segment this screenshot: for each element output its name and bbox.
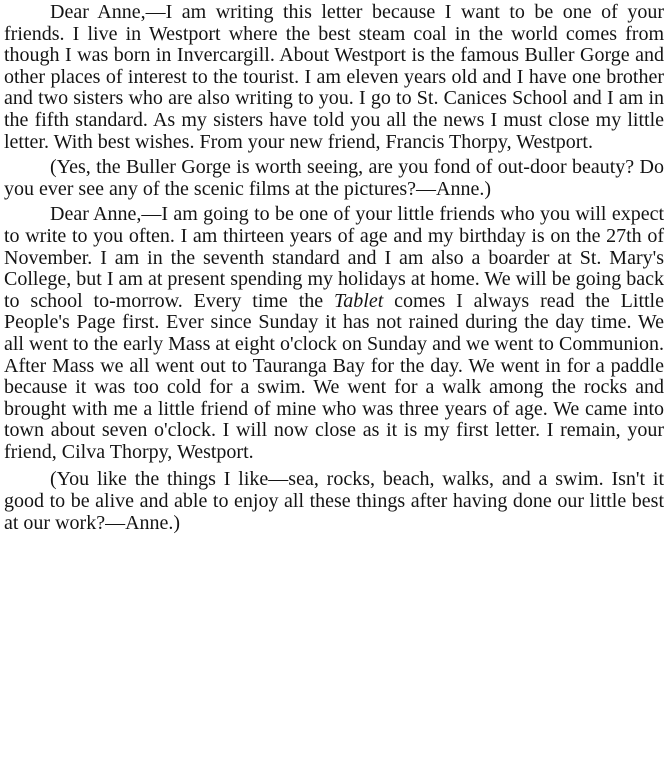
letter-cilva-thorpy	[4, 204, 664, 463]
letter-francis-thorpy	[4, 2, 664, 153]
letter-text-after: comes I always read the Little People's Page first. Ever since Sunday it has not rained during the day time. We all went to the early Mass at eight o'clock on Sunday and we went to Communion. After Mass we all went out to Tauranga Bay for the day. We went in for a paddle because it was too cold for a swim. We went for a walk among the rocks and brought with me a little friend of mine who was three years of age. We came into town about seven o'clock. I will now close as it is my first letter. I remain, your friend, Cilva Thorpy, Westport.	[4, 289, 664, 463]
reply-to-francis	[4, 157, 664, 200]
reply-to-cilva	[4, 469, 664, 534]
newspaper-column	[4, 2, 664, 534]
letter-text: Dear Anne,—I am writing this letter because I want to be one of your friends. I live in Westport where the best steam coal in the world comes from though I was born in Invercargill. About Westport is the famous Buller Gorge and other places of interest to the tourist. I am eleven years old and I have one brother and two sisters who are also writing to you. I go to St. Canices School and I am in the fifth standard. As my sisters have told you all the news I must close my little letter. With best wishes. From your new friend, Francis Thorpy, Westport.	[4, 1, 664, 153]
reply-text: (You like the things I like—sea, rocks, beach, walks, and a swim. Isn't it good to be alive and able to enjoy all these things after having done our little best at our work?—Anne.)	[4, 468, 664, 534]
reply-text: (Yes, the Buller Gorge is worth seeing, are you fond of out-door beauty? Do you ever see any of the scenic films at the pictures?—Anne.)	[4, 156, 664, 200]
letter-text-before: Dear Anne,—I am going to be one of your little friends who you will expect to write to you often. I am thirteen years of age and my birthday is on the 27th of November. I am in the seventh standard and I am also a boarder at St. Mary's College, but I am at present spending my holidays at home. We will be going back to school to-morrow. Every time the	[4, 203, 664, 312]
publication-title: Tablet	[334, 289, 384, 312]
